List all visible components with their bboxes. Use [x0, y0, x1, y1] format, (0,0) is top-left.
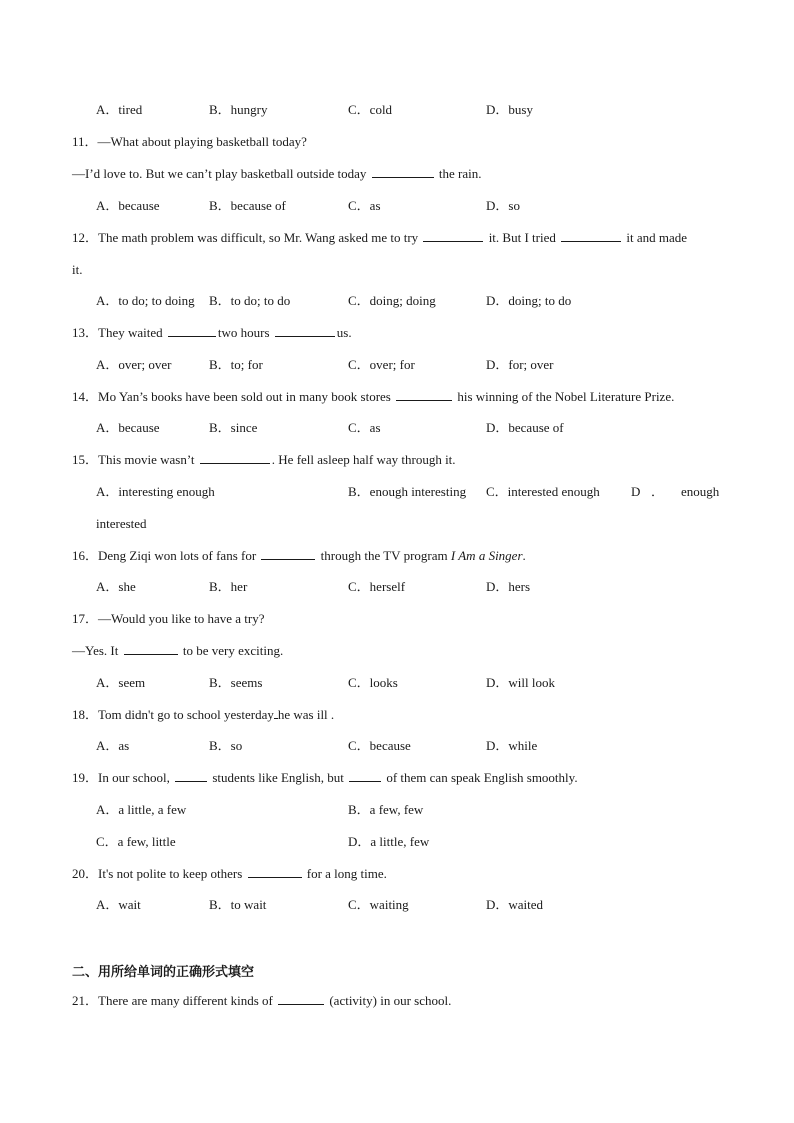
q11-option-b[interactable]: B．because of [209, 198, 286, 213]
q14-option-c[interactable]: C．as [348, 420, 381, 435]
q10-options [96, 100, 722, 120]
section-2-heading: 二、用所给单词的正确形式填空 [72, 965, 255, 980]
q14-option-b[interactable]: B．since [209, 420, 258, 435]
q11-reply: —I’d love to. But we can’t play basketball outside today the rain. [72, 166, 482, 181]
q16-program-title: I Am a Singer [450, 548, 523, 563]
q13-options [96, 355, 722, 375]
q19-option-b[interactable]: B．a few, few [348, 802, 424, 817]
q17-reply: —Yes. It to be very exciting. [72, 643, 284, 658]
q15-option-a[interactable]: A．interesting enough [96, 484, 215, 499]
q12-blank-2[interactable] [561, 228, 621, 242]
q20-option-a[interactable]: A．wait [96, 897, 141, 912]
q17-stem: 17．—Would you like to have a try? [72, 611, 265, 626]
q16-options [96, 577, 722, 597]
q14-option-d[interactable]: D．because of [486, 420, 564, 435]
q19-option-d[interactable]: D．a little, few [348, 834, 430, 849]
q16-stem: 16．Deng Ziqi won lots of fans for through the TV program I Am a Singer. [72, 548, 526, 563]
q15-option-d-letter[interactable]: D [631, 484, 641, 499]
q10-option-c[interactable]: C．cold [348, 102, 393, 117]
q14-blank[interactable] [396, 387, 452, 401]
q19-options-row-1 [96, 800, 722, 820]
q15-stem: 15．This movie wasn’t . He fell asleep half way through it. [72, 452, 456, 467]
q19-options-row-2 [96, 832, 722, 852]
q18-options [96, 736, 722, 756]
q12-option-a[interactable]: A．to do; to doing [96, 293, 195, 308]
q12-stem: 12．The math problem was difficult, so Mr. Wang asked me to try it. But I tried it and made [72, 230, 688, 245]
q10-option-a[interactable]: A．tired [96, 102, 143, 117]
q11-option-d[interactable]: D．so [486, 198, 520, 213]
q16-blank[interactable] [261, 546, 315, 560]
q19-blank-2[interactable] [349, 768, 381, 782]
q16-option-a[interactable]: A．she [96, 579, 136, 594]
q15-option-c[interactable]: C．interested enough [486, 484, 600, 499]
q15-option-d-cont [96, 514, 722, 534]
q16-option-c[interactable]: C．herself [348, 579, 406, 594]
q12-stem-cont: it. [72, 262, 83, 277]
q12-options [96, 291, 722, 311]
q17-option-a[interactable]: A．seem [96, 675, 146, 690]
q11-options [96, 196, 722, 216]
q15-option-d-text-2[interactable]: interested [96, 516, 147, 531]
q11-stem: 11．—What about playing basketball today? [72, 134, 307, 149]
q13-option-a[interactable]: A．over; over [96, 357, 172, 372]
q19-option-c[interactable]: C．a few, little [96, 834, 176, 849]
q11-blank[interactable] [372, 164, 434, 178]
q20-blank[interactable] [248, 864, 302, 878]
q18-option-d[interactable]: D．while [486, 738, 538, 753]
q21-blank[interactable] [278, 991, 324, 1005]
q20-options [96, 895, 722, 915]
q17-option-b[interactable]: B．seems [209, 675, 263, 690]
q19-stem: 19．In our school, students like English, but of them can speak English smoothly. [72, 770, 578, 785]
q14-stem: 14．Mo Yan’s books have been sold out in many book stores his winning of the Nobel Literature Prize. [72, 389, 675, 404]
q13-blank-1[interactable] [168, 323, 216, 337]
q11-option-c[interactable]: C．as [348, 198, 381, 213]
q15-blank[interactable] [200, 450, 270, 464]
q20-option-b[interactable]: B．to wait [209, 897, 267, 912]
q13-option-d[interactable]: D．for; over [486, 357, 554, 372]
q15-option-b[interactable]: B．enough interesting [348, 484, 467, 499]
q13-blank-2[interactable] [275, 323, 335, 337]
q10-option-b[interactable]: B．hungry [209, 102, 268, 117]
q20-option-d[interactable]: D．waited [486, 897, 544, 912]
q17-option-c[interactable]: C．looks [348, 675, 398, 690]
q16-option-d[interactable]: D．hers [486, 579, 531, 594]
q13-option-c[interactable]: C．over; for [348, 357, 415, 372]
q20-stem: 20．It's not polite to keep others for a long time. [72, 866, 387, 881]
q16-option-b[interactable]: B．her [209, 579, 248, 594]
q15-option-d-text[interactable]: enough [681, 484, 720, 499]
q17-options [96, 673, 722, 693]
q15-options [96, 482, 722, 502]
q11-option-a[interactable]: A．because [96, 198, 160, 213]
q12-option-d[interactable]: D．doing; to do [486, 293, 572, 308]
q19-blank-1[interactable] [175, 768, 207, 782]
q18-option-b[interactable]: B．so [209, 738, 243, 753]
q14-option-a[interactable]: A．because [96, 420, 160, 435]
q20-option-c[interactable]: C．waiting [348, 897, 409, 912]
q13-option-b[interactable]: B．to; for [209, 357, 263, 372]
q13-stem: 13．They waited two hours us. [72, 325, 352, 340]
q12-option-c[interactable]: C．doing; doing [348, 293, 436, 308]
q18-option-c[interactable]: C．because [348, 738, 411, 753]
q21-stem: 21．There are many different kinds of (activity) in our school. [72, 993, 452, 1008]
q15-option-d-dot: ． [651, 484, 665, 499]
q12-option-b[interactable]: B．to do; to do [209, 293, 291, 308]
q17-blank[interactable] [124, 641, 178, 655]
q14-options [96, 418, 722, 438]
q18-stem: 18．Tom didn't go to school yesterday he was ill . [72, 707, 335, 722]
q10-option-d[interactable]: D．busy [486, 102, 533, 117]
q19-option-a[interactable]: A．a little, a few [96, 802, 187, 817]
q17-option-d[interactable]: D．will look [486, 675, 555, 690]
q18-option-a[interactable]: A．as [96, 738, 130, 753]
q12-blank-1[interactable] [423, 228, 483, 242]
